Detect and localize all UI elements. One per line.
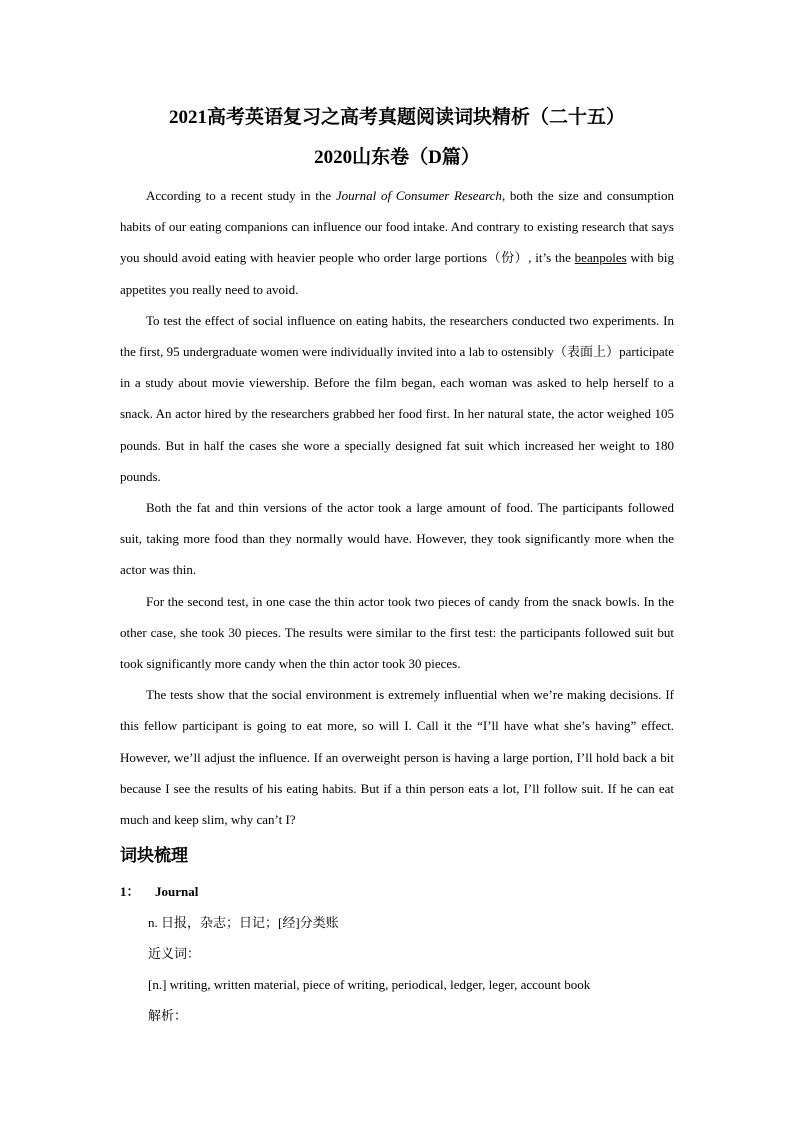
underlined-word-beanpoles: beanpoles [574, 250, 627, 266]
paragraph-4: For the second test, in one case the thin actor took two pieces of candy from the snack bowls. In the other case, she took 30 pieces. The results were similar to the first test: the participants followed suit but took significantly more candy when the thin actor took 30 pieces. [120, 593, 674, 672]
paragraph-5: The tests show that the social environment is extremely influential when we’re making decisions. If this fellow participant is going to eat more, so will I. Call it the “I’ll have what she’s having” effect. However, we’ll adjust the influence. If an overweight person is having a large portion, I’ll hold back a bit because I see the results of his eating habits. But if a thin person eats a lot, I’ll follow suit. If he can eat much and keep slim, why can’t I? [120, 687, 674, 828]
paragraph-3: Both the fat and thin versions of the actor took a large amount of food. The participants followed suit, taking more food than they normally would have. However, they took significantly more when the actor was thin. [120, 500, 674, 578]
paragraph-2: To test the effect of social influence on eating habits, the researchers conducted two experiments. In the first, 95 undergraduate women were individually invited into a lab to ostensibly（表面上）participate in a study about movie viewership. Before the film began, each woman was asked to help herself to a snack. An actor hired by the researchers grabbed her food first. In her natural state, the actor weighed 105 pounds. But in half the cases she wore a specially designed fat suit which increased her weight to 180 pounds. [120, 312, 674, 484]
vocab-definition: n. 日报，杂志；日记；[经]分类账 [148, 915, 339, 930]
vocab-analysis-label: 解析： [148, 1008, 188, 1023]
vocab-item-word: Journal [155, 884, 199, 899]
vocab-section-heading: 词块梳理 [120, 846, 188, 865]
paragraph-1: According to a recent study in the Journal of Consumer Research, both the size and consumption habits of our eating companions can influence our food intake. And contrary to existing research that says you should avoid eating with heavier people who order large portions（份）, it’s the beanpoles with big appetites you really need to avoid. [120, 188, 675, 297]
document-title: 2021高考英语复习之高考真题阅读词块精析（二十五） [168, 107, 625, 128]
vocab-synonyms-label: 近义词： [148, 946, 201, 961]
vocab-synonyms: [n.] writing, written material, piece of writing, periodical, ledger, leger, account book [148, 977, 591, 992]
document-subtitle: 2020山东卷（D篇） [314, 147, 480, 168]
journal-name: Journal of Consumer Research [335, 188, 502, 203]
reading-passage [120, 180, 674, 835]
vocab-item-number: 1： [120, 884, 140, 899]
